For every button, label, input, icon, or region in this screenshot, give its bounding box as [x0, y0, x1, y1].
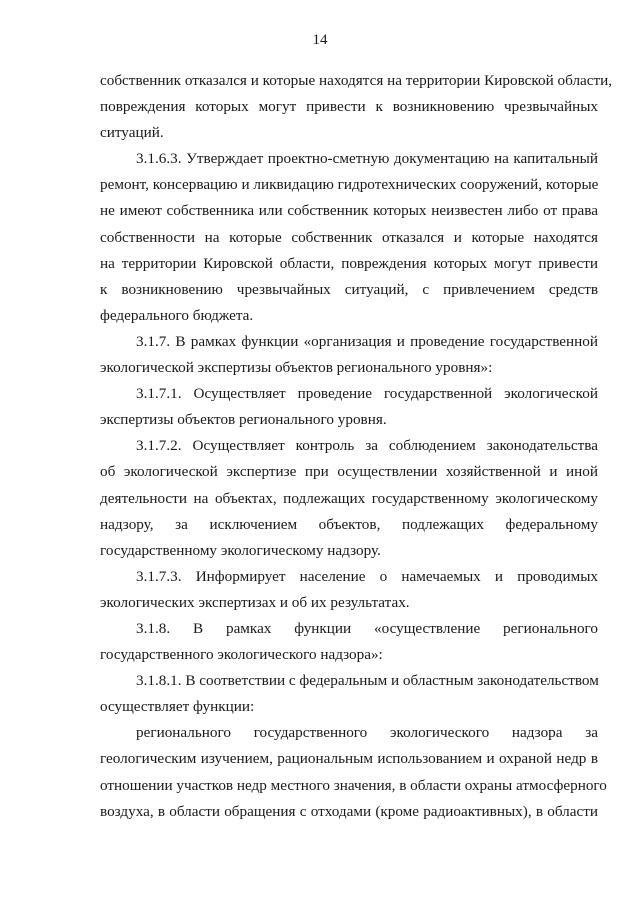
text-line: 3.1.7.2. Осуществляет контроль за соблюдением законодательства	[136, 437, 598, 455]
text-line: собственник отказался и которые находятся на территории Кировской области,	[100, 72, 613, 89]
text-line: осуществляет функции:	[100, 698, 255, 716]
text-line: повреждения которых могут привести к возникновению чрезвычайных	[100, 98, 598, 116]
text-line: 3.1.7. В рамках функции «организация и проведение государственной	[136, 332, 598, 350]
text-line: экологических экспертизах и об их результатах.	[100, 593, 410, 611]
text-line: регионального государственного экологического надзора за	[136, 724, 598, 742]
text-line: к возникновению чрезвычайных ситуаций, с привлечением средств	[100, 280, 598, 298]
text-line: 3.1.6.3. Утверждает проектно-сметную документацию на капитальный	[136, 150, 598, 168]
text-line: 3.1.8. В рамках функции «осуществление регионального	[136, 619, 598, 637]
text-line: ремонт, консервацию и ликвидацию гидротехнических сооружений, которые	[100, 176, 599, 194]
text-line: 3.1.7.3. Информирует население о намечаемых и проводимых	[136, 567, 598, 585]
text-line: не имеют собственника или собственник которых неизвестен либо от права	[100, 202, 598, 220]
text-line: государственному экологическому надзору.	[100, 541, 381, 559]
text-line: экспертизы объектов регионального уровня.	[100, 411, 387, 429]
page-number: 14	[312, 32, 328, 48]
text-line: ситуаций.	[100, 124, 164, 142]
text-line: 3.1.8.1. В соответствии с федеральным и областным законодательством	[136, 672, 599, 690]
text-line: отношении участков недр местного значения, в области охраны атмосферного	[100, 776, 607, 794]
text-line: геологическим изучением, рациональным использованием и охраной недр в	[100, 750, 598, 768]
text-line: на территории Кировской области, повреждения которых могут привести	[100, 254, 598, 272]
text-line: об экологической экспертизе при осуществлении хозяйственной и иной	[100, 463, 598, 481]
text-line: воздуха, в области обращения с отходами (кроме радиоактивных), в области	[100, 802, 598, 820]
text-line: надзору, за исключением объектов, подлежащих федеральному	[100, 515, 598, 533]
text-line: государственного экологического надзора»:	[100, 646, 383, 664]
text-line: деятельности на объектах, подлежащих государственному экологическому	[100, 489, 598, 507]
text-line: собственности на которые собственник отказался и которые находятся	[100, 228, 598, 246]
text-line: 3.1.7.1. Осуществляет проведение государственной экологической	[136, 385, 598, 403]
text-line: экологической экспертизы объектов регионального уровня»:	[100, 359, 493, 377]
text-line: федерального бюджета.	[100, 306, 254, 324]
document-body	[100, 68, 613, 825]
